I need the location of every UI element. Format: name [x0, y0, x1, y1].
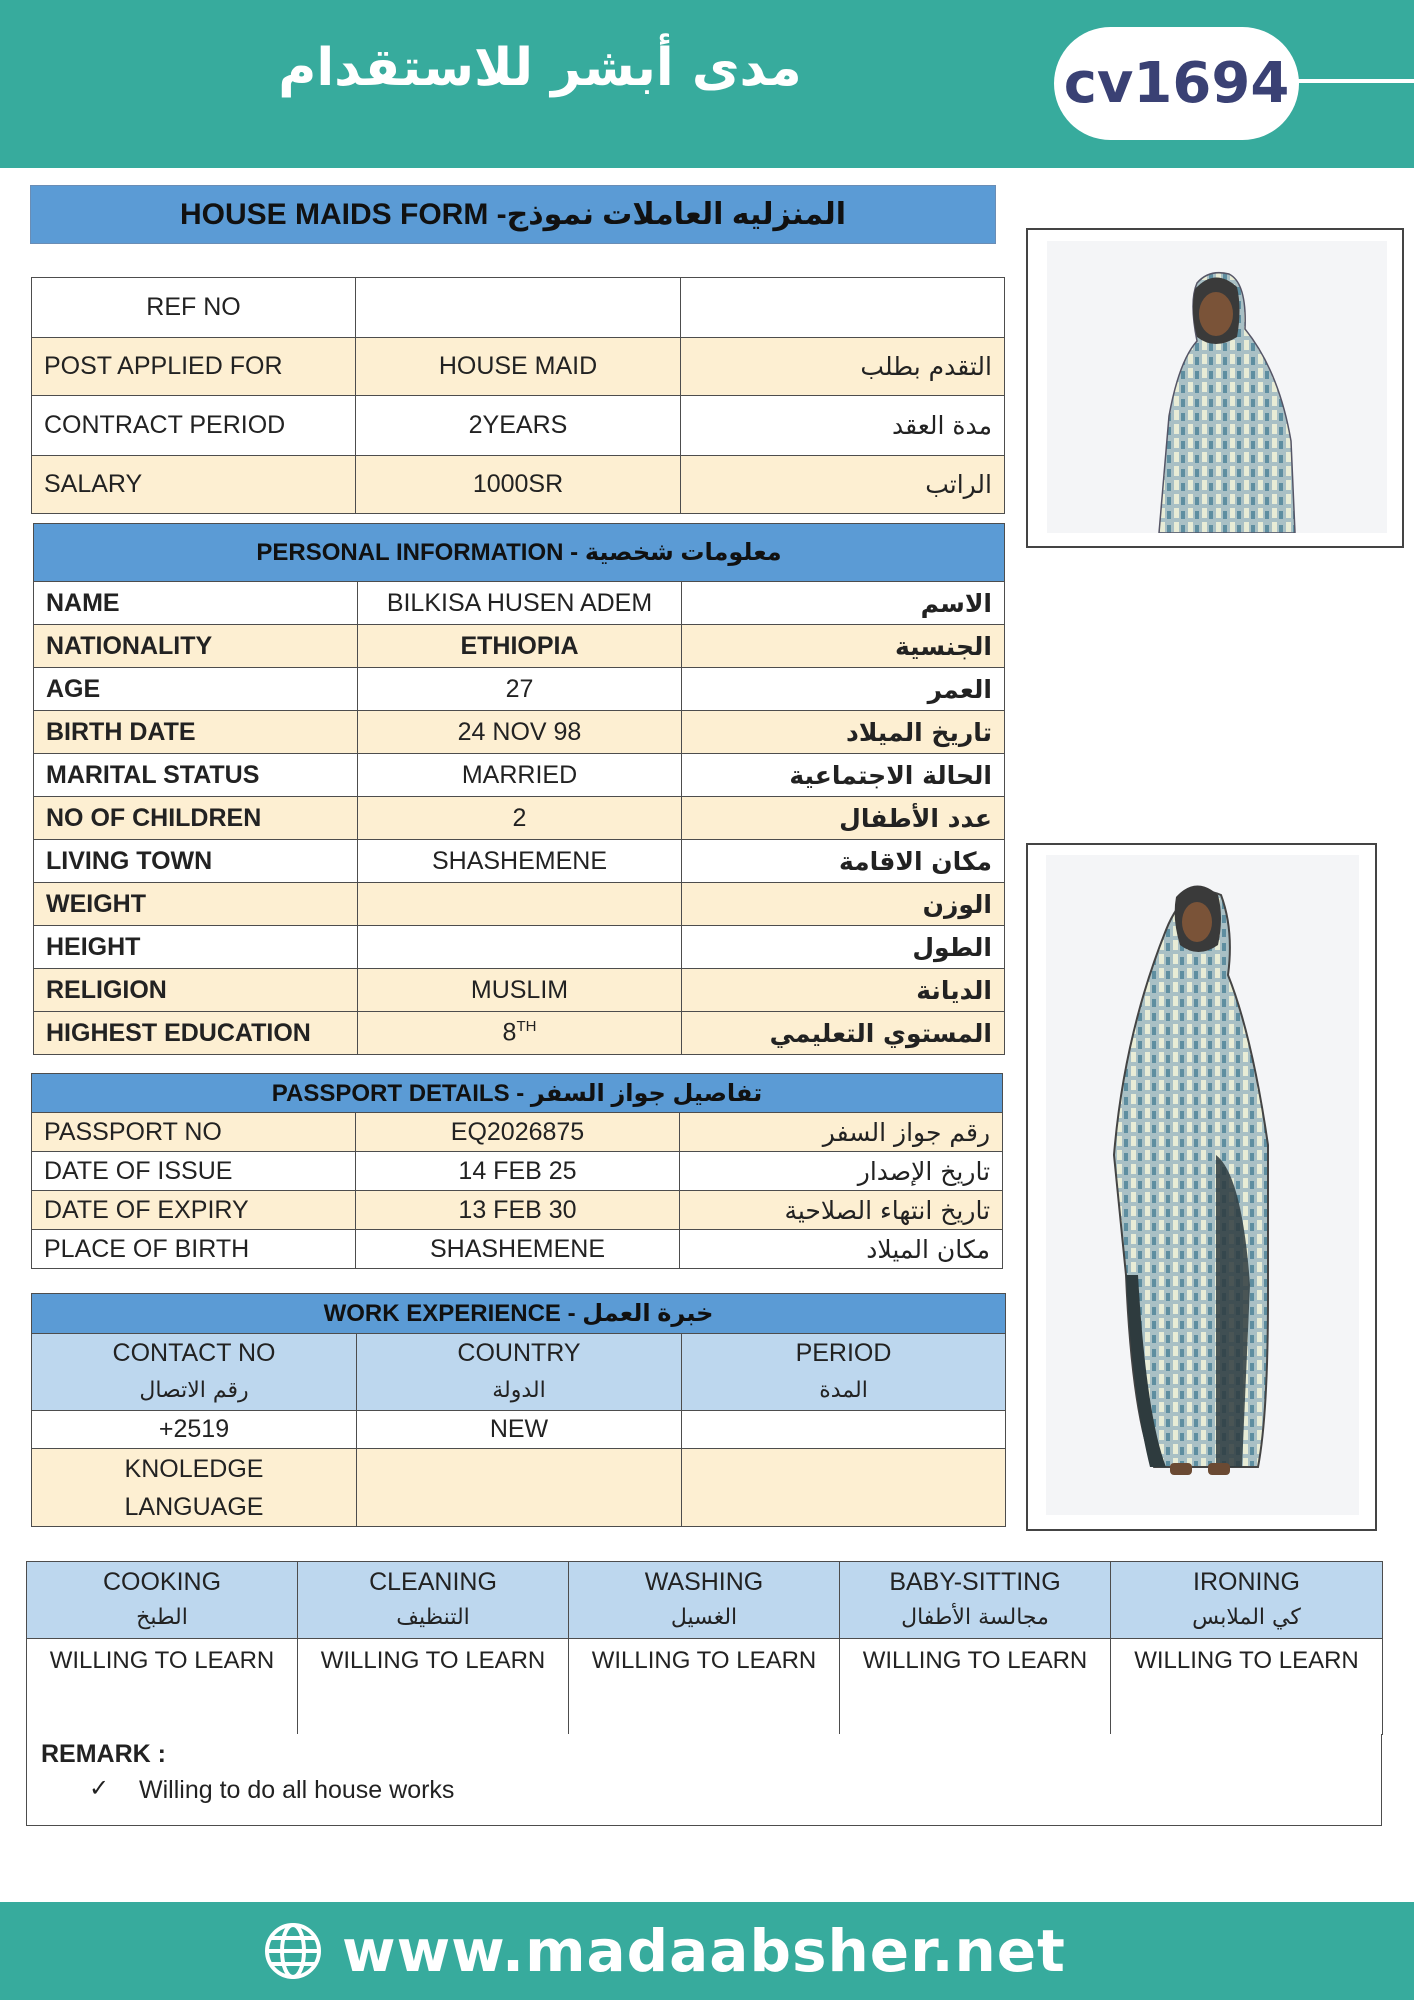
birth-date-label: BIRTH DATE — [34, 711, 358, 754]
religion-arabic: الديانة — [682, 969, 1005, 1012]
globe-icon — [262, 1920, 324, 1982]
woman-portrait-image — [1047, 241, 1387, 533]
marital-status-value: MARRIED — [358, 754, 682, 797]
education-value-number: 8 — [502, 1018, 517, 1047]
skill-babysitting-value: WILLING TO LEARN — [840, 1639, 1111, 1735]
name-label: NAME — [34, 582, 358, 625]
ref-no-value — [356, 278, 681, 338]
ref-no-label: REF NO — [32, 278, 356, 338]
cv-code-badge: cv1694 — [1054, 27, 1299, 140]
passport-no-arabic: رقم جواز السفر — [680, 1113, 1003, 1152]
period-header — [682, 1334, 1006, 1411]
header-divider-line — [1290, 79, 1414, 83]
contact-no-value: +2519 — [32, 1411, 357, 1449]
knowledge-language-value — [357, 1449, 682, 1527]
salary-arabic: الراتب — [681, 456, 1005, 514]
birth-date-value: 24 NOV 98 — [358, 711, 682, 754]
education-label: HIGHEST EDUCATION — [34, 1012, 358, 1055]
expiry-date-label: DATE OF EXPIRY — [32, 1191, 356, 1230]
brand-name: مدى أبشر للاستقدام — [278, 38, 802, 98]
passport-table — [31, 1073, 1003, 1269]
skill-washing-ar: الغسيل — [670, 1605, 738, 1630]
name-value: BILKISA HUSEN ADEM — [358, 582, 682, 625]
passport-no-label: PASSPORT NO — [32, 1113, 356, 1152]
passport-title: PASSPORT DETAILS - تفاصيل جواز السفر — [32, 1074, 1003, 1113]
education-value — [358, 1012, 682, 1055]
country-value: NEW — [357, 1411, 682, 1449]
skill-cooking-ar: الطبخ — [136, 1605, 188, 1630]
place-of-birth-label: PLACE OF BIRTH — [32, 1230, 356, 1269]
issue-date-label: DATE OF ISSUE — [32, 1152, 356, 1191]
expiry-date-value: 13 FEB 30 — [356, 1191, 680, 1230]
remark-item: Willing to do all house works — [139, 1776, 455, 1804]
skill-ironing-header — [1111, 1562, 1383, 1639]
footer-bar — [0, 1902, 1414, 2000]
skill-cooking-value: WILLING TO LEARN — [27, 1639, 298, 1735]
living-town-label: LIVING TOWN — [34, 840, 358, 883]
weight-arabic: الوزن — [682, 883, 1005, 926]
remark-box — [26, 1734, 1382, 1826]
education-value-suffix: TH — [516, 1018, 537, 1036]
marital-status-arabic: الحالة الاجتماعية — [682, 754, 1005, 797]
age-value: 27 — [358, 668, 682, 711]
living-town-value: SHASHEMENE — [358, 840, 682, 883]
website-url[interactable]: www.madaabsher.net — [342, 1917, 1066, 1985]
birth-date-arabic: تاريخ الميلاد — [682, 711, 1005, 754]
contract-period-label: CONTRACT PERIOD — [32, 396, 356, 456]
skill-cooking-header — [27, 1562, 298, 1639]
portrait-photo — [1026, 228, 1404, 548]
footer-link[interactable] — [262, 1917, 1066, 1985]
skill-ironing-value: WILLING TO LEARN — [1111, 1639, 1383, 1735]
children-label: NO OF CHILDREN — [34, 797, 358, 840]
skill-washing-header — [569, 1562, 840, 1639]
skill-cleaning-value: WILLING TO LEARN — [298, 1639, 569, 1735]
skill-ironing-ar: كي الملابس — [1192, 1605, 1301, 1630]
height-label: HEIGHT — [34, 926, 358, 969]
skill-cleaning-en: CLEANING — [369, 1568, 497, 1596]
skill-washing-en: WASHING — [644, 1568, 764, 1596]
issue-date-value: 14 FEB 25 — [356, 1152, 680, 1191]
skill-cleaning-ar: التنظيف — [396, 1605, 470, 1630]
children-value: 2 — [358, 797, 682, 840]
country-header — [357, 1334, 682, 1411]
nationality-label: NATIONALITY — [34, 625, 358, 668]
skill-ironing-en: IRONING — [1193, 1568, 1300, 1596]
contact-no-header-en: CONTACT NO — [112, 1339, 276, 1367]
religion-value: MUSLIM — [358, 969, 682, 1012]
full-body-photo — [1026, 843, 1377, 1531]
knowledge-label-line1: KNOLEDGE — [124, 1454, 264, 1483]
form-title: HOUSE MAIDS FORM -المنزليه العاملات نموذج — [30, 185, 996, 244]
age-arabic: العمر — [682, 668, 1005, 711]
skill-cleaning-header — [298, 1562, 569, 1639]
nationality-arabic: الجنسية — [682, 625, 1005, 668]
post-applied-value: HOUSE MAID — [356, 338, 681, 396]
skill-cooking-en: COOKING — [102, 1568, 222, 1596]
remark-label: REMARK : — [41, 1740, 166, 1768]
passport-no-value: EQ2026875 — [356, 1113, 680, 1152]
salary-label: SALARY — [32, 456, 356, 514]
country-header-ar: الدولة — [492, 1378, 546, 1403]
nationality-value: ETHIOPIA — [358, 625, 682, 668]
height-arabic: الطول — [682, 926, 1005, 969]
contact-no-header-ar: رقم الاتصال — [139, 1378, 249, 1403]
personal-info-table — [33, 523, 1005, 1055]
education-arabic: المستوي التعليمي — [682, 1012, 1005, 1055]
religion-label: RELIGION — [34, 969, 358, 1012]
personal-info-title: PERSONAL INFORMATION - معلومات شخصية — [34, 524, 1005, 582]
salary-value: 1000SR — [356, 456, 681, 514]
height-value — [358, 926, 682, 969]
knowledge-language-label — [32, 1449, 357, 1527]
issue-date-arabic: تاريخ الإصدار — [680, 1152, 1003, 1191]
skill-babysitting-en: BABY-SITTING — [889, 1568, 1061, 1596]
knowledge-label-line2: LANGUAGE — [124, 1492, 264, 1521]
job-table — [31, 277, 1005, 514]
header-bar — [0, 0, 1414, 168]
skill-babysitting-ar: مجالسة الأطفال — [901, 1605, 1049, 1630]
work-experience-table — [31, 1293, 1006, 1527]
name-arabic: الاسم — [682, 582, 1005, 625]
living-town-arabic: مكان الاقامة — [682, 840, 1005, 883]
skill-washing-value: WILLING TO LEARN — [569, 1639, 840, 1735]
skills-table — [26, 1561, 1383, 1735]
expiry-date-arabic: تاريخ انتهاء الصلاحية — [680, 1191, 1003, 1230]
period-header-en: PERIOD — [795, 1339, 892, 1367]
place-of-birth-arabic: مكان الميلاد — [680, 1230, 1003, 1269]
marital-status-label: MARITAL STATUS — [34, 754, 358, 797]
place-of-birth-value: SHASHEMENE — [356, 1230, 680, 1269]
checkmark-icon: ✓ — [89, 1774, 110, 1802]
contact-no-header — [32, 1334, 357, 1411]
weight-label: WEIGHT — [34, 883, 358, 926]
work-experience-title: WORK EXPERIENCE - خبرة العمل — [32, 1294, 1006, 1334]
skill-babysitting-header — [840, 1562, 1111, 1639]
knowledge-language-extra — [682, 1449, 1006, 1527]
woman-full-body-image — [1046, 855, 1359, 1515]
post-applied-arabic: التقدم بطلب — [681, 338, 1005, 396]
period-header-ar: المدة — [819, 1378, 868, 1403]
children-arabic: عدد الأطفال — [682, 797, 1005, 840]
period-value — [682, 1411, 1006, 1449]
contract-period-value: 2YEARS — [356, 396, 681, 456]
contract-period-arabic: مدة العقد — [681, 396, 1005, 456]
country-header-en: COUNTRY — [457, 1339, 581, 1367]
post-applied-label: POST APPLIED FOR — [32, 338, 356, 396]
weight-value — [358, 883, 682, 926]
age-label: AGE — [34, 668, 358, 711]
ref-no-arabic — [681, 278, 1005, 338]
